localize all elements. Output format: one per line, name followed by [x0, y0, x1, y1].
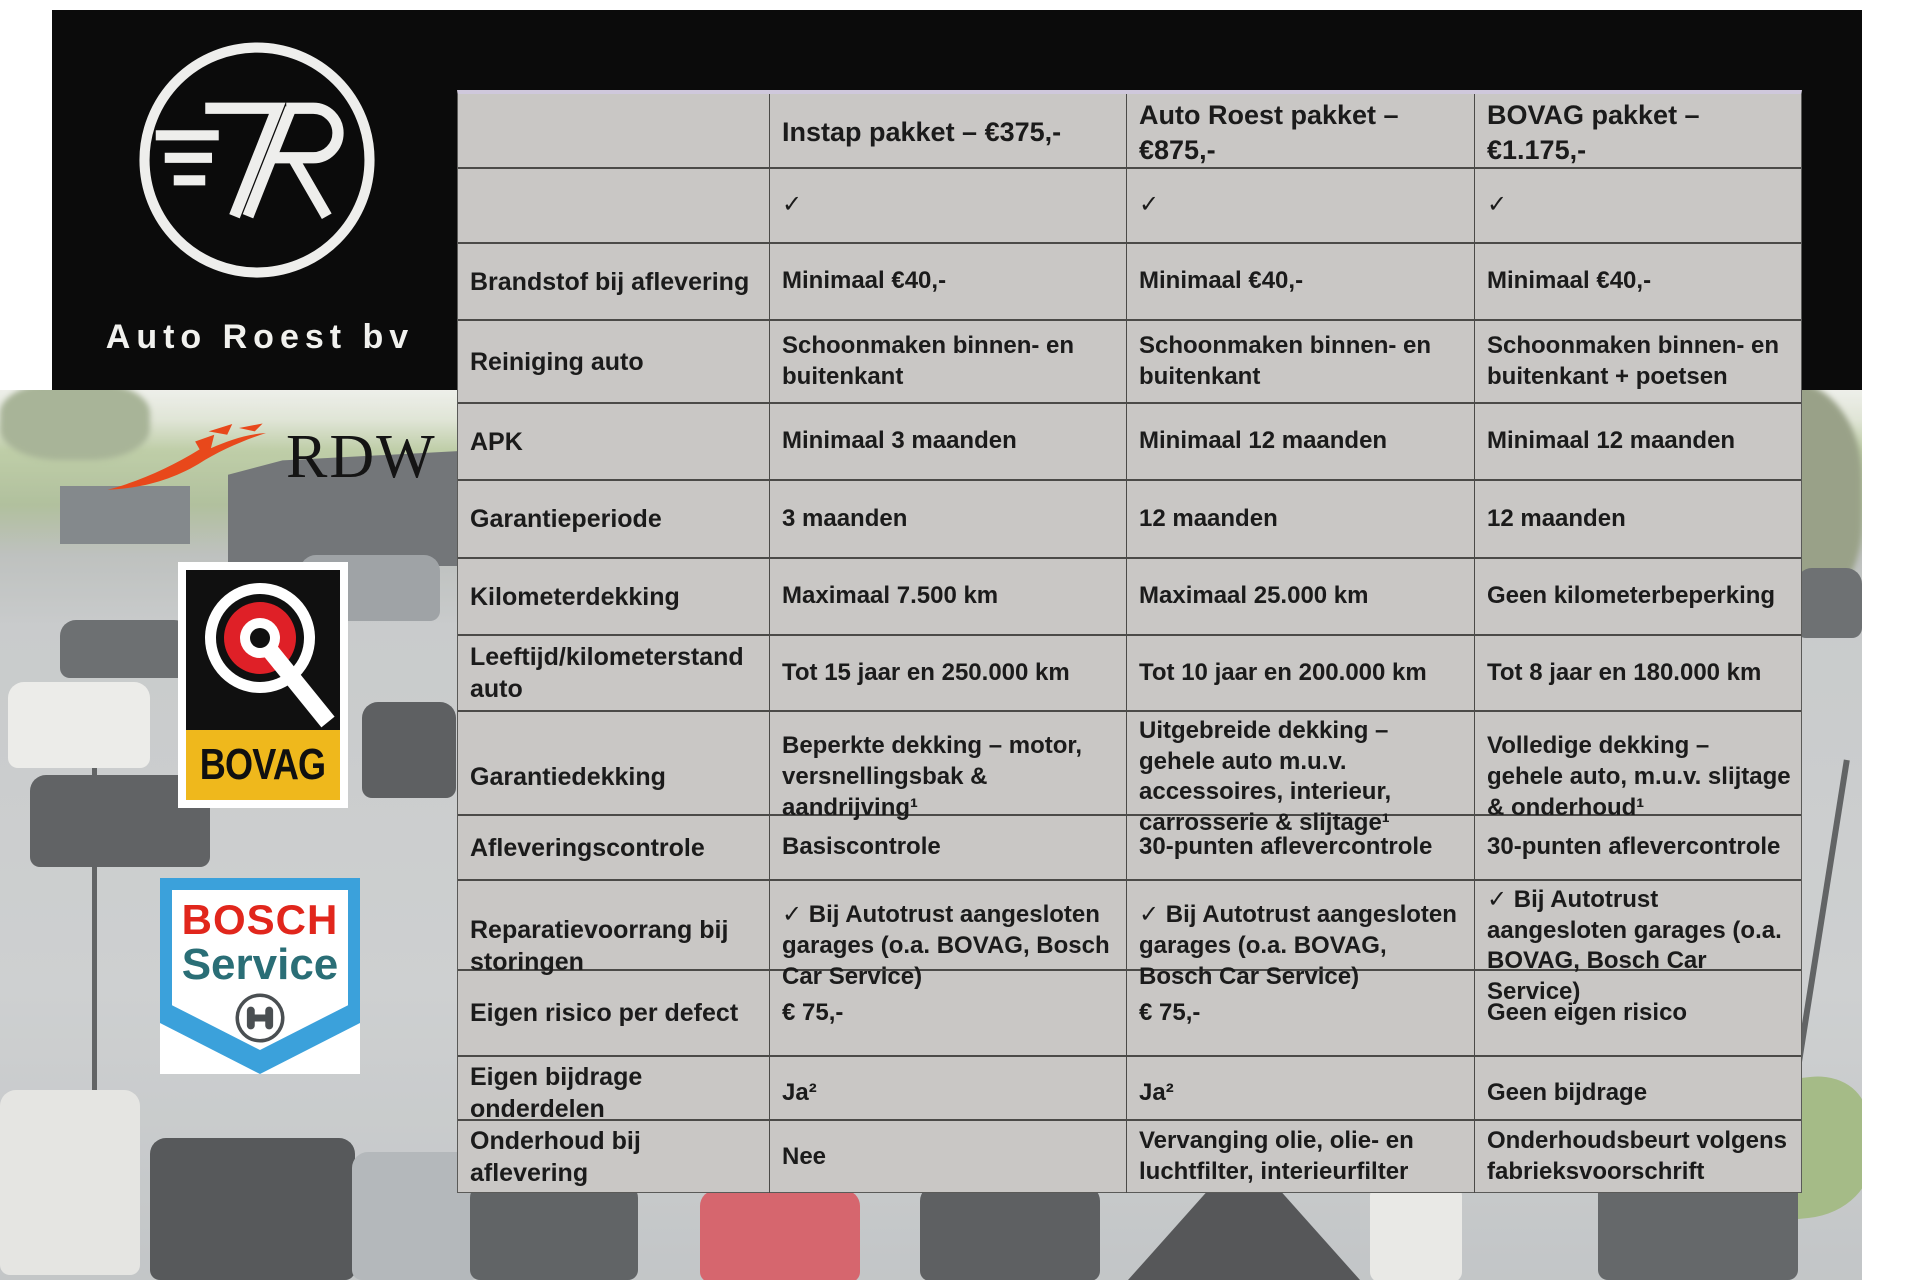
- car-silhouette: [1370, 1180, 1462, 1280]
- rdw-wing-icon: [104, 408, 284, 512]
- table-cell: ✓ Bij Autotrust aangesloten garages (o.a. BOVAG, Bosch Car Service): [1474, 881, 1801, 1012]
- table-cell: ✓ Bij Autotrust aangesloten garages (o.a. BOVAG, Bosch Car Service): [1126, 881, 1474, 1012]
- car-silhouette: [150, 1138, 355, 1280]
- table-cell: Vervanging olie, olie- en luchtfilter, interieurfilter: [1126, 1121, 1474, 1193]
- column-header-instap: Instap pakket – €375,-: [769, 94, 1126, 171]
- row-label: Eigen risico per defect: [470, 999, 739, 1027]
- table-cell: Tot 10 jaar en 200.000 km: [1126, 636, 1474, 710]
- table-cell: 30-punten aflevercontrole: [1126, 816, 1474, 879]
- table-row: [458, 481, 1801, 559]
- table-cell: Basiscontrole: [769, 816, 1126, 879]
- row-label: Garantieperiode: [470, 505, 662, 533]
- table-row: [458, 636, 1801, 712]
- table-row: [458, 1057, 1801, 1121]
- row-label: APK: [470, 427, 523, 456]
- package-comparison-table: [457, 90, 1802, 1193]
- car-silhouette: [362, 702, 456, 798]
- row-label: Reparatievoorrang bij storingen: [470, 916, 729, 977]
- table-cell: Tot 8 jaar en 180.000 km: [1474, 636, 1801, 710]
- table-cell: Minimaal €40,-: [1126, 244, 1474, 319]
- row-label: Onderhoud bij aflevering: [470, 1127, 641, 1187]
- table-cell: Nee: [769, 1121, 1126, 1193]
- car-silhouette: [470, 1182, 638, 1280]
- table-cell: ✓: [1126, 169, 1474, 242]
- bovag-logo: [178, 562, 348, 808]
- bosch-armature-icon: [232, 990, 288, 1046]
- bovag-wordmark-text: BOVAG: [200, 740, 326, 789]
- bosch-service-logo: [160, 878, 360, 1074]
- table-row: [458, 321, 1801, 404]
- column-header-auto-roest: Auto Roest pakket – €875,-: [1126, 94, 1474, 171]
- table-cell: Schoonmaken binnen- en buitenkant: [1126, 321, 1474, 402]
- rdw-logo: [104, 408, 437, 512]
- car-silhouette: [0, 1090, 140, 1275]
- table-cell: 30-punten aflevercontrole: [1474, 816, 1801, 879]
- table-cell: ✓: [769, 169, 1126, 242]
- company-name: Auto Roest bv: [105, 318, 415, 356]
- table-cell: Maximaal 25.000 km: [1126, 559, 1474, 634]
- table-cell: 3 maanden: [769, 481, 1126, 557]
- table-cell: Volledige dekking – gehele auto, m.u.v. slijtage & onderhoud¹: [1474, 712, 1801, 843]
- row-label: Brandstof bij aflevering: [470, 267, 750, 296]
- table-cell: Geen eigen risico: [1474, 971, 1801, 1055]
- table-cell: Minimaal €40,-: [769, 244, 1126, 319]
- row-label: Kilometerdekking: [470, 582, 680, 611]
- table-cell: 12 maanden: [1474, 481, 1801, 557]
- table-cell: Ja²: [769, 1057, 1126, 1129]
- table-cell: 12 maanden: [1126, 481, 1474, 557]
- table-cell: Schoonmaken binnen- en buitenkant: [769, 321, 1126, 402]
- row-label: Afleveringscontrole: [470, 833, 705, 862]
- column-header-bovag: BOVAG pakket – €1.175,-: [1474, 94, 1801, 171]
- table-cell: Geen bijdrage: [1474, 1057, 1801, 1129]
- row-label: Reiniging auto: [470, 347, 644, 376]
- car-silhouette: [1796, 568, 1862, 638]
- header-empty-cell: [458, 94, 769, 171]
- table-cell: Minimaal 3 maanden: [769, 404, 1126, 479]
- table-cell: ✓: [1474, 169, 1801, 242]
- rdw-wordmark: RDW: [286, 422, 437, 491]
- table-cell: Geen kilometerbeperking: [1474, 559, 1801, 634]
- table-row: [458, 971, 1801, 1057]
- bosch-wordmark: BOSCH: [181, 896, 339, 943]
- table-cell: Ja²: [1126, 1057, 1474, 1129]
- row-label: [458, 169, 769, 242]
- table-row: [458, 404, 1801, 481]
- row-label: Leeftijd/kilometerstand auto: [470, 643, 744, 703]
- table-row: [458, 244, 1801, 321]
- table-row: [458, 712, 1801, 837]
- table-cell: ✓ Bij Autotrust aangesloten garages (o.a. BOVAG, Bosch Car Service): [769, 881, 1126, 1012]
- row-label: Eigen bijdrage onderdelen: [470, 1063, 643, 1123]
- car-silhouette: [920, 1185, 1100, 1280]
- car-silhouette: [8, 682, 150, 768]
- car-silhouette: [60, 620, 190, 678]
- bovag-wrench-emblem: [186, 570, 340, 730]
- table-cell: Minimaal 12 maanden: [1474, 404, 1801, 479]
- table-cell: Minimaal €40,-: [1474, 244, 1801, 319]
- table-cell: Maximaal 7.500 km: [769, 559, 1126, 634]
- table-cell: Onderhoudsbeurt volgens fabrieksvoorschrift: [1474, 1121, 1801, 1193]
- row-label: Garantiedekking: [470, 763, 666, 792]
- auto-roest-monogram-icon: [122, 25, 392, 295]
- table-cell: € 75,-: [1126, 971, 1474, 1055]
- table-cell: Schoonmaken binnen- en buitenkant + poetsen: [1474, 321, 1801, 402]
- table-body: [458, 169, 1801, 1192]
- table-row: [458, 559, 1801, 636]
- table-row: [458, 169, 1801, 244]
- bovag-wordmark: [186, 730, 340, 800]
- table-cell: € 75,-: [769, 971, 1126, 1055]
- table-row: [458, 881, 1801, 1006]
- table-cell: Uitgebreide dekking – gehele auto m.u.v. accessoires, interieur, carrosserie & slijtage¹: [1126, 712, 1474, 843]
- table-cell: Minimaal 12 maanden: [1126, 404, 1474, 479]
- car-silhouette: [700, 1190, 860, 1280]
- table-header-row: [458, 94, 1801, 169]
- bovag-wrench-icon: [186, 570, 340, 730]
- table-cell: Beperkte dekking – motor, versnellingsbak & aandrijving¹: [769, 712, 1126, 843]
- bosch-service-wordmark: Service: [181, 940, 339, 989]
- table-row: [458, 1121, 1801, 1192]
- table-row: [458, 816, 1801, 881]
- table-cell: Tot 15 jaar en 250.000 km: [769, 636, 1126, 710]
